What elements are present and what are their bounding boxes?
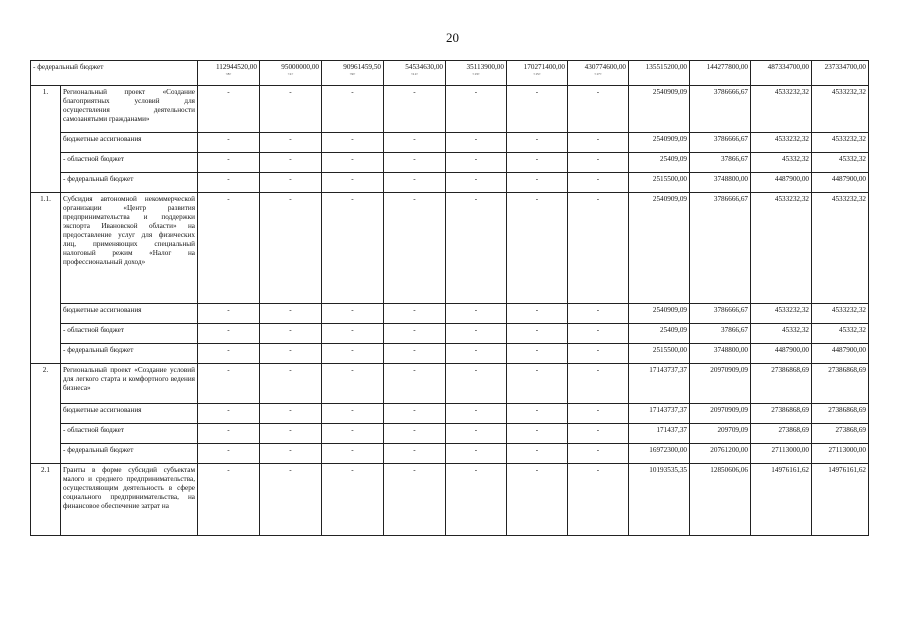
amount-cell: 16972300,00 bbox=[629, 444, 690, 464]
dash-cell: - bbox=[446, 444, 507, 464]
dash-cell: - bbox=[446, 304, 507, 324]
dash-cell: - bbox=[384, 464, 446, 536]
amount-cell: 171437,37 bbox=[629, 424, 690, 444]
amount-cell: 2515500,00 bbox=[629, 173, 690, 193]
amount-cell: 4533232,32 bbox=[812, 193, 869, 304]
amount-cell: 95000000,00 <1> bbox=[260, 61, 322, 86]
amount-cell: 37866,67 bbox=[690, 153, 751, 173]
footnote-ref: <1> bbox=[287, 72, 294, 76]
dash-cell: - bbox=[384, 444, 446, 464]
dash-cell: - bbox=[260, 153, 322, 173]
dash-cell: - bbox=[568, 193, 629, 304]
dash-cell: - bbox=[568, 304, 629, 324]
amount-cell: 45332,32 bbox=[812, 324, 869, 344]
amount-cell: 45332,32 bbox=[812, 153, 869, 173]
dash-cell: - bbox=[198, 153, 260, 173]
amount-cell: 3786666,67 bbox=[690, 133, 751, 153]
dash-cell: - bbox=[384, 133, 446, 153]
row-label: бюджетные ассигнования bbox=[61, 404, 198, 424]
amount-cell: 112944520,00 <8> bbox=[198, 61, 260, 86]
dash-cell: - bbox=[568, 133, 629, 153]
dash-cell: - bbox=[568, 444, 629, 464]
dash-cell: - bbox=[507, 86, 568, 133]
dash-cell: - bbox=[322, 86, 384, 133]
amount-cell: 430774600,00 <17> bbox=[568, 61, 629, 86]
dash-cell: - bbox=[322, 344, 384, 364]
amount-cell: 209709,09 bbox=[690, 424, 751, 444]
table-row bbox=[31, 444, 869, 464]
amount-cell: 45332,32 bbox=[751, 324, 812, 344]
dash-cell: - bbox=[198, 464, 260, 536]
table-row bbox=[31, 404, 869, 424]
dash-cell: - bbox=[322, 424, 384, 444]
amount-cell: 2515500,00 bbox=[629, 344, 690, 364]
dash-cell: - bbox=[507, 464, 568, 536]
dash-cell: - bbox=[446, 153, 507, 173]
row-title: Гранты в форме субсидий субъектам малого и среднего предпринимательства, осуществляющим деятельность в сфере социального предпринимательства, на финансовое обеспечение затрат на bbox=[61, 464, 198, 536]
dash-cell: - bbox=[198, 444, 260, 464]
dash-cell: - bbox=[198, 364, 260, 404]
row-title: Региональный проект «Создание условий для легкого старта и комфортного ведения бизнеса» bbox=[61, 364, 198, 404]
footnote-ref: <8> bbox=[225, 72, 232, 76]
dash-cell: - bbox=[446, 173, 507, 193]
dash-cell: - bbox=[198, 404, 260, 424]
dash-cell: - bbox=[260, 424, 322, 444]
dash-cell: - bbox=[384, 193, 446, 304]
table-row bbox=[31, 424, 869, 444]
dash-cell: - bbox=[260, 304, 322, 324]
budget-table bbox=[30, 60, 869, 536]
amount-cell: 17143737,37 bbox=[629, 364, 690, 404]
dash-cell: - bbox=[446, 344, 507, 364]
dash-cell: - bbox=[322, 133, 384, 153]
amount-cell: 27386868,69 bbox=[812, 364, 869, 404]
table-row bbox=[31, 193, 869, 304]
table-row bbox=[31, 153, 869, 173]
dash-cell: - bbox=[446, 424, 507, 444]
amount-cell: 20761200,00 bbox=[690, 444, 751, 464]
table-row bbox=[31, 173, 869, 193]
dash-cell: - bbox=[446, 86, 507, 133]
row-index: 2.1 bbox=[31, 464, 61, 536]
dash-cell: - bbox=[568, 344, 629, 364]
dash-cell: - bbox=[260, 464, 322, 536]
footnote-ref: <15> bbox=[533, 72, 541, 76]
amount-cell: 27113000,00 bbox=[812, 444, 869, 464]
row-label: бюджетные ассигнования bbox=[61, 304, 198, 324]
dash-cell: - bbox=[507, 173, 568, 193]
dash-cell: - bbox=[568, 173, 629, 193]
dash-cell: - bbox=[568, 153, 629, 173]
dash-cell: - bbox=[446, 193, 507, 304]
amount-cell: 25409,09 bbox=[629, 153, 690, 173]
dash-cell: - bbox=[322, 444, 384, 464]
amount-cell: 2540909,09 bbox=[629, 133, 690, 153]
amount-cell: 10193535,35 bbox=[629, 464, 690, 536]
dash-cell: - bbox=[446, 324, 507, 344]
amount-cell: 4487900,00 bbox=[751, 173, 812, 193]
dash-cell: - bbox=[507, 193, 568, 304]
dash-cell: - bbox=[446, 404, 507, 424]
row-index: 2. bbox=[31, 364, 61, 464]
dash-cell: - bbox=[384, 173, 446, 193]
dash-cell: - bbox=[507, 344, 568, 364]
amount-cell: 20970909,09 bbox=[690, 404, 751, 424]
row-title: Субсидия автономной некоммерческой организации «Центр развития предпринимательства и поддержки экспорта Ивановской области» на предоставление услуг для физических лиц, применяющих специальный налоговый режим «Налог на профессиональный доход» bbox=[61, 193, 198, 304]
row-title: Региональный проект «Создание благоприятных условий для осуществления деятельности самозанятыми гражданами» bbox=[61, 86, 198, 133]
table-row bbox=[31, 464, 869, 536]
dash-cell: - bbox=[260, 364, 322, 404]
dash-cell: - bbox=[198, 86, 260, 133]
dash-cell: - bbox=[507, 133, 568, 153]
amount-cell: 2540909,09 bbox=[629, 304, 690, 324]
row-label: - федеральный бюджет bbox=[61, 444, 198, 464]
amount-cell: 2540909,09 bbox=[629, 86, 690, 133]
amount-cell: 90961459,50 <9> bbox=[322, 61, 384, 86]
dash-cell: - bbox=[198, 424, 260, 444]
row-index: 1. bbox=[31, 86, 61, 193]
row-label: - областной бюджет bbox=[61, 153, 198, 173]
footnote-ref: <9> bbox=[349, 72, 356, 76]
dash-cell: - bbox=[384, 424, 446, 444]
dash-cell: - bbox=[507, 304, 568, 324]
amount-cell: 273868,69 bbox=[751, 424, 812, 444]
footnote-ref: <13> bbox=[472, 72, 480, 76]
dash-cell: - bbox=[507, 324, 568, 344]
dash-cell: - bbox=[322, 304, 384, 324]
amount-cell: 4487900,00 bbox=[812, 344, 869, 364]
table-row bbox=[31, 133, 869, 153]
dash-cell: - bbox=[198, 324, 260, 344]
dash-cell: - bbox=[260, 193, 322, 304]
dash-cell: - bbox=[322, 173, 384, 193]
dash-cell: - bbox=[322, 404, 384, 424]
amount-cell: 4533232,32 bbox=[751, 133, 812, 153]
dash-cell: - bbox=[198, 193, 260, 304]
row-label: - федеральный бюджет bbox=[31, 61, 198, 86]
dash-cell: - bbox=[384, 324, 446, 344]
amount-cell: 273868,69 bbox=[812, 424, 869, 444]
dash-cell: - bbox=[384, 153, 446, 173]
amount-cell: 237334700,00 bbox=[812, 61, 869, 86]
dash-cell: - bbox=[507, 424, 568, 444]
dash-cell: - bbox=[446, 133, 507, 153]
dash-cell: - bbox=[322, 364, 384, 404]
amount-cell: 4533232,32 bbox=[812, 304, 869, 324]
dash-cell: - bbox=[568, 404, 629, 424]
amount-cell: 27386868,69 bbox=[751, 364, 812, 404]
row-label: - областной бюджет bbox=[61, 324, 198, 344]
amount-cell: 35113900,00 <13> bbox=[446, 61, 507, 86]
dash-cell: - bbox=[260, 444, 322, 464]
dash-cell: - bbox=[384, 86, 446, 133]
amount-cell: 27386868,69 bbox=[751, 404, 812, 424]
dash-cell: - bbox=[260, 133, 322, 153]
amount-cell: 54534630,00 <11> bbox=[384, 61, 446, 86]
dash-cell: - bbox=[322, 153, 384, 173]
dash-cell: - bbox=[260, 86, 322, 133]
amount-cell: 4533232,32 bbox=[751, 86, 812, 133]
row-label: бюджетные ассигнования bbox=[61, 133, 198, 153]
dash-cell: - bbox=[322, 324, 384, 344]
dash-cell: - bbox=[568, 424, 629, 444]
dash-cell: - bbox=[507, 364, 568, 404]
amount-cell: 170271400,00 <15> bbox=[507, 61, 568, 86]
amount-cell: 4533232,32 bbox=[751, 304, 812, 324]
dash-cell: - bbox=[198, 304, 260, 324]
amount-cell: 45332,32 bbox=[751, 153, 812, 173]
amount-cell: 4533232,32 bbox=[751, 193, 812, 304]
dash-cell: - bbox=[568, 464, 629, 536]
amount-cell: 3748800,00 bbox=[690, 344, 751, 364]
amount-cell: 3786666,67 bbox=[690, 86, 751, 133]
amount-cell: 3786666,67 bbox=[690, 193, 751, 304]
dash-cell: - bbox=[384, 364, 446, 404]
amount-cell: 3786666,67 bbox=[690, 304, 751, 324]
dash-cell: - bbox=[446, 464, 507, 536]
table-row bbox=[31, 344, 869, 364]
amount-cell: 20970909,09 bbox=[690, 364, 751, 404]
dash-cell: - bbox=[507, 153, 568, 173]
dash-cell: - bbox=[260, 324, 322, 344]
dash-cell: - bbox=[384, 304, 446, 324]
amount-cell: 14976161,62 bbox=[812, 464, 869, 536]
amount-cell: 17143737,37 bbox=[629, 404, 690, 424]
row-index: 1.1. bbox=[31, 193, 61, 364]
dash-cell: - bbox=[260, 404, 322, 424]
dash-cell: - bbox=[568, 324, 629, 344]
dash-cell: - bbox=[322, 193, 384, 304]
amount-cell: 135515200,00 bbox=[629, 61, 690, 86]
row-label: - федеральный бюджет bbox=[61, 173, 198, 193]
amount-cell: 4487900,00 bbox=[751, 344, 812, 364]
table-row bbox=[31, 324, 869, 344]
amount-cell: 37866,67 bbox=[690, 324, 751, 344]
amount-cell: 27386868,69 bbox=[812, 404, 869, 424]
dash-cell: - bbox=[507, 444, 568, 464]
table-row bbox=[31, 364, 869, 404]
amount-cell: 2540909,09 bbox=[629, 193, 690, 304]
dash-cell: - bbox=[260, 173, 322, 193]
amount-cell: 27113000,00 bbox=[751, 444, 812, 464]
dash-cell: - bbox=[198, 173, 260, 193]
amount-cell: 144277800,00 bbox=[690, 61, 751, 86]
amount-cell: 14976161,62 bbox=[751, 464, 812, 536]
amount-cell: 12850606,06 bbox=[690, 464, 751, 536]
dash-cell: - bbox=[384, 404, 446, 424]
dash-cell: - bbox=[568, 364, 629, 404]
dash-cell: - bbox=[322, 464, 384, 536]
dash-cell: - bbox=[568, 86, 629, 133]
table-row bbox=[31, 86, 869, 133]
dash-cell: - bbox=[507, 404, 568, 424]
dash-cell: - bbox=[446, 364, 507, 404]
footnote-ref: <11> bbox=[410, 72, 419, 76]
dash-cell: - bbox=[384, 344, 446, 364]
amount-cell: 4533232,32 bbox=[812, 86, 869, 133]
dash-cell: - bbox=[198, 344, 260, 364]
row-label: - областной бюджет bbox=[61, 424, 198, 444]
amount-cell: 25409,09 bbox=[629, 324, 690, 344]
table-row bbox=[31, 61, 869, 86]
amount-cell: 487334700,00 bbox=[751, 61, 812, 86]
page-number: 20 bbox=[446, 30, 459, 45]
dash-cell: - bbox=[198, 133, 260, 153]
amount-cell: 3748800,00 bbox=[690, 173, 751, 193]
footnote-ref: <17> bbox=[594, 72, 602, 76]
dash-cell: - bbox=[260, 344, 322, 364]
amount-cell: 4487900,00 bbox=[812, 173, 869, 193]
row-label: - федеральный бюджет bbox=[61, 344, 198, 364]
amount-cell: 4533232,32 bbox=[812, 133, 869, 153]
table-row bbox=[31, 304, 869, 324]
